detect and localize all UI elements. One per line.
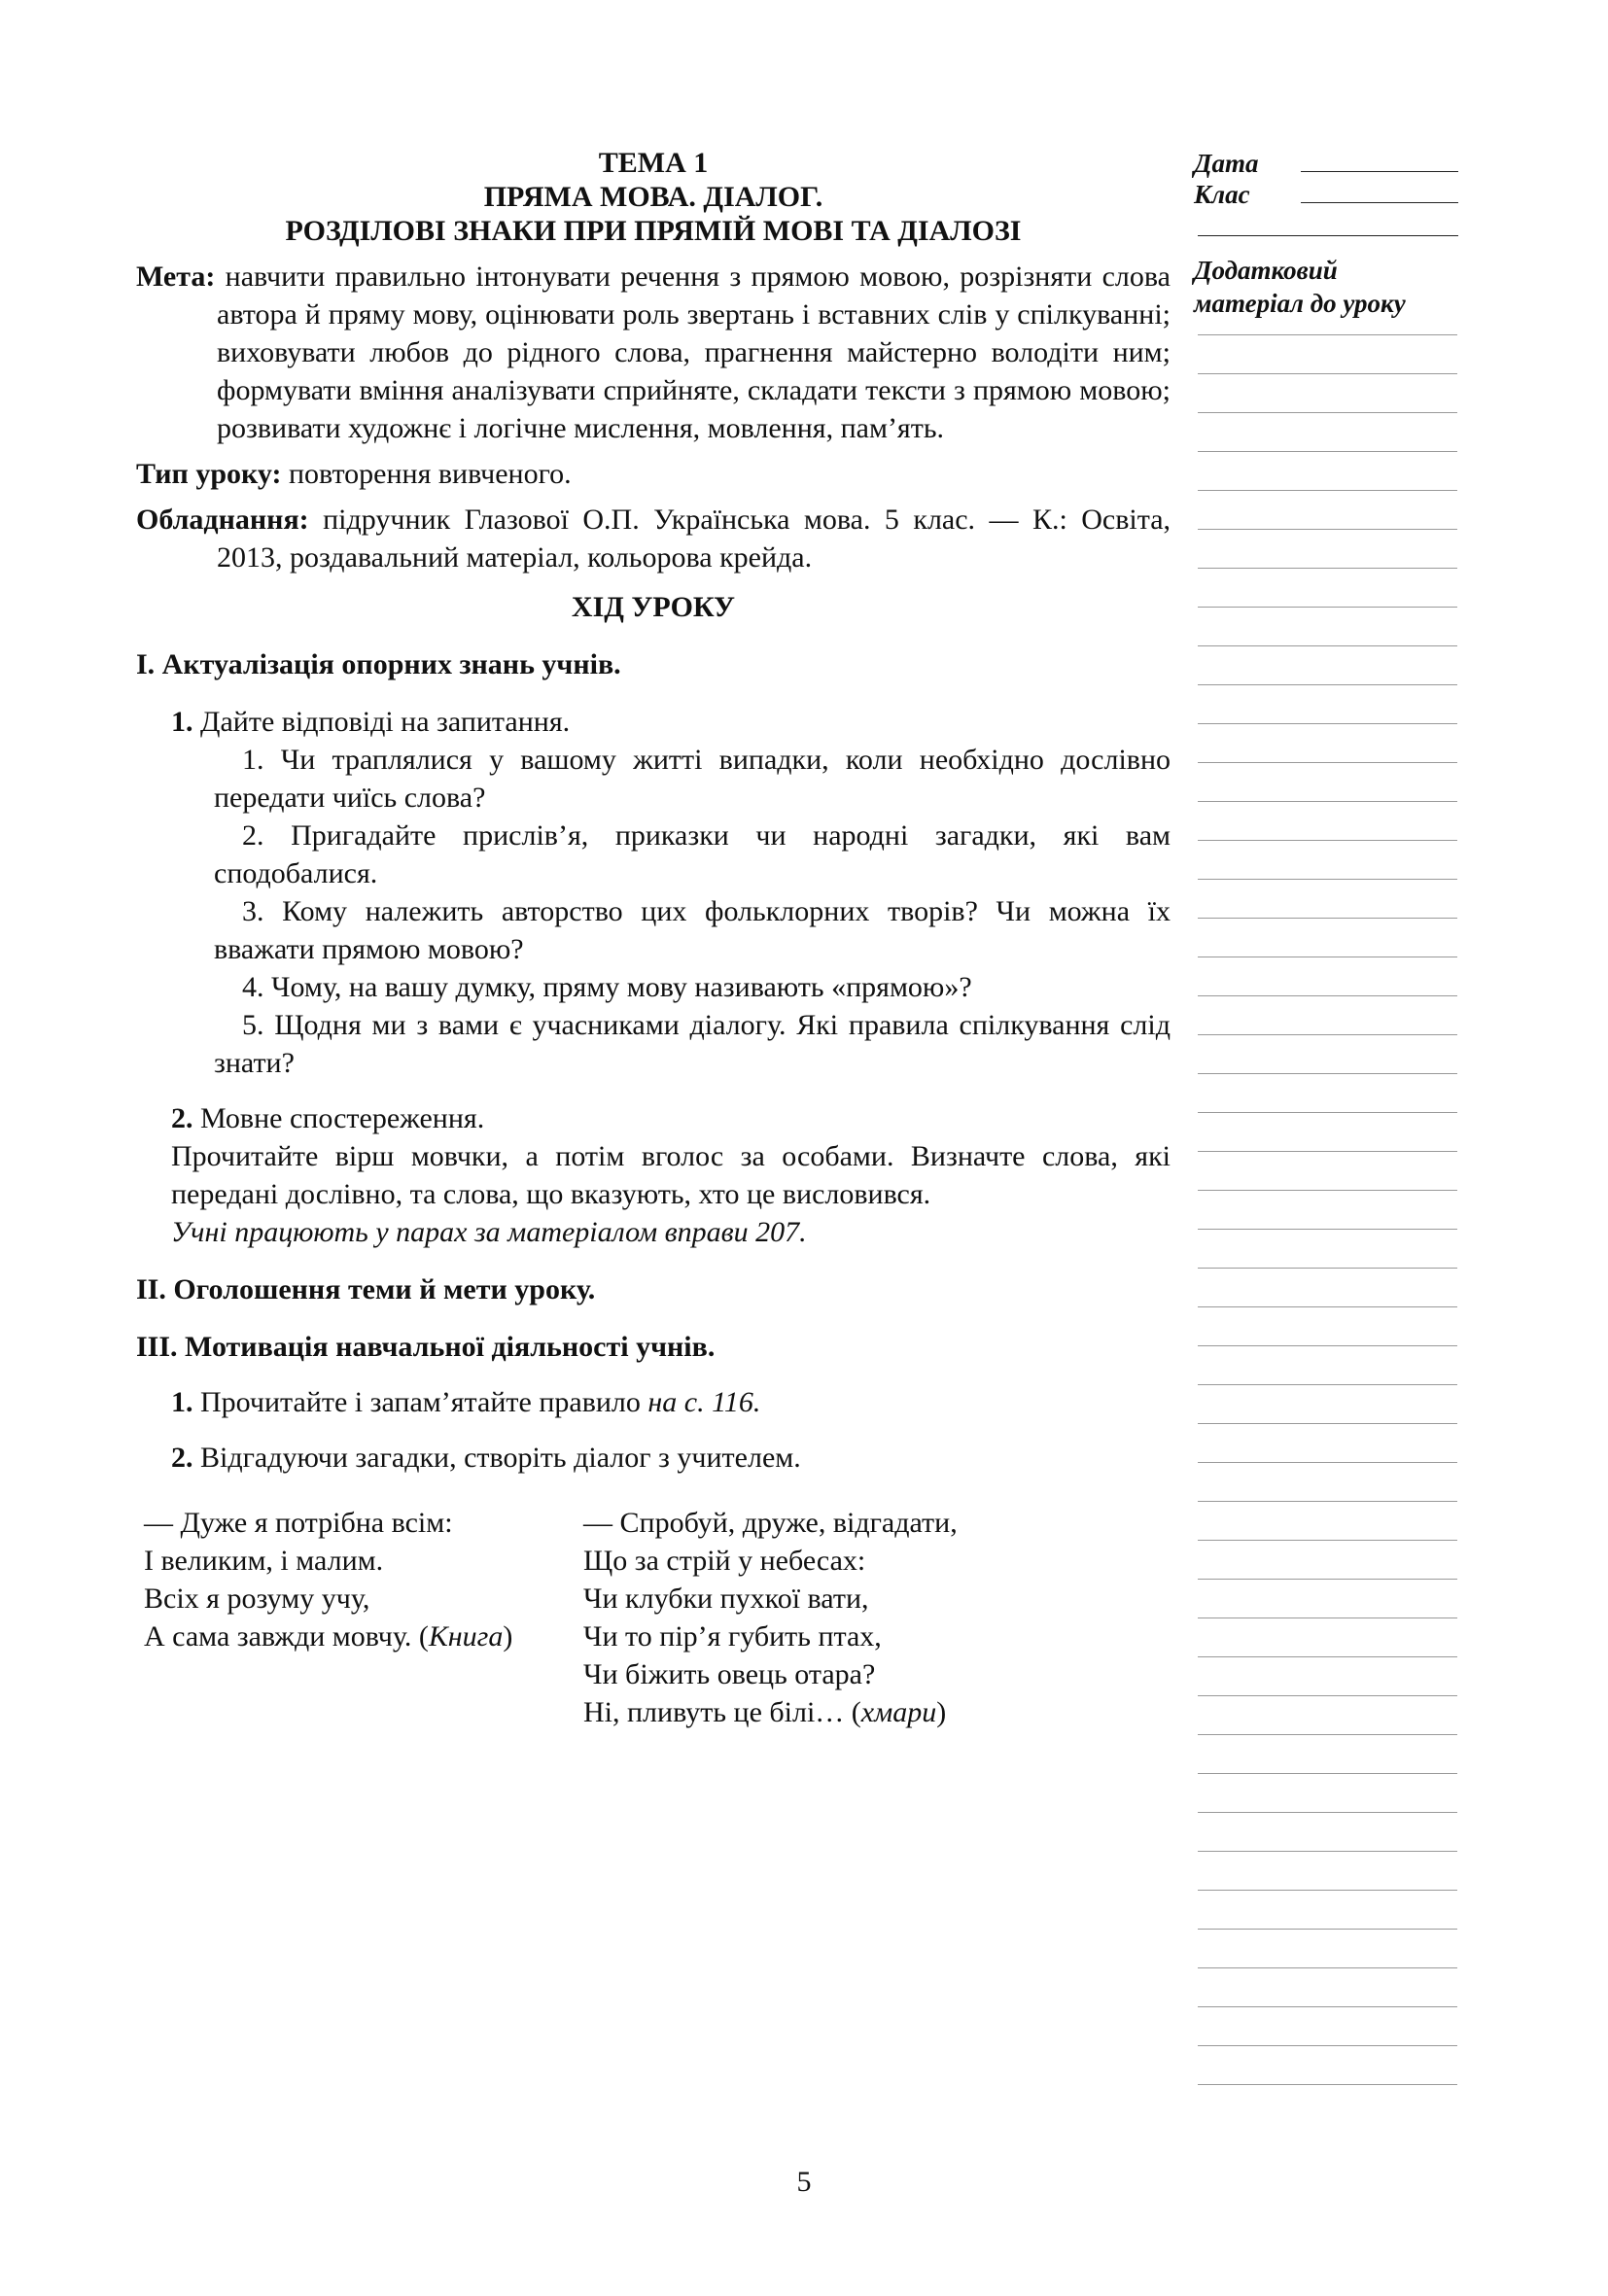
s3-task-2-text: Відгадуючи загадки, створіть діалог з учителем. [200,1442,801,1474]
note-line[interactable] [1198,801,1457,802]
riddle-right-close: ) [936,1696,947,1728]
riddle-right-last: Ні, пливуть це білі… ( [583,1696,861,1728]
note-line[interactable] [1198,1890,1457,1891]
riddle-right-answer: хмари [860,1696,937,1728]
riddle-right-line: Чи то пір’я губить птах, [583,1620,882,1652]
note-line[interactable] [1198,1851,1457,1852]
equipment-text: підручник Глазової О.П. Українська мова. 5 клас. — К.: Освіта, 2013, роздавальний матеріал, кольорова крейда. [217,504,1171,574]
topic-title-line-1: ПРЯМА МОВА. ДІАЛОГ. [483,181,823,213]
riddle-left-line: І великим, і малим. [144,1545,384,1577]
note-line[interactable] [1198,1501,1457,1502]
note-line[interactable] [1198,412,1457,413]
note-line[interactable] [1198,1540,1457,1541]
note-line[interactable] [1198,1967,1457,1968]
question-5: 5. Щодня ми з вами є учасниками діалогу. Які правила спілкування слід знати? [214,1009,1171,1079]
riddle-right-line: Чи клубки пухкої вати, [583,1583,869,1615]
section-3-task-1 [136,1383,1171,1421]
note-line[interactable] [1198,1812,1457,1813]
section-3-heading: III. Мотивація навчальної діяльності учнів. [136,1331,716,1363]
class-extra-line[interactable] [1198,235,1458,236]
riddle-left-line [144,1618,512,1655]
note-line[interactable] [1198,1462,1457,1463]
date-label: Дата [1194,149,1259,178]
note-line[interactable] [1198,1345,1457,1346]
riddle-right-line: Чи біжить овець отара? [583,1658,876,1690]
note-line[interactable] [1198,1384,1457,1385]
question-1: 1. Чи траплялися у вашому житті випадки, коли необхідно дослівно передати чиїсь слова? [214,744,1171,814]
riddle-right [583,1504,958,1731]
topic-number: ТЕМА 1 [598,147,709,179]
riddles [136,1504,1171,1737]
note-line[interactable] [1198,1112,1457,1113]
note-line[interactable] [1198,1073,1457,1074]
task-1 [136,703,1171,741]
note-line[interactable] [1198,1695,1457,1696]
note-line[interactable] [1198,2045,1457,2046]
note-line[interactable] [1198,1734,1457,1735]
lesson-type-text: повторення вивченого. [288,458,572,490]
note-line[interactable] [1198,490,1457,491]
note-line[interactable] [1198,334,1457,335]
note-line[interactable] [1198,1151,1457,1152]
task-2-text: Мовне спостереження. [200,1102,485,1134]
note-line[interactable] [1198,1773,1457,1774]
note-line[interactable] [1198,840,1457,841]
date-field-line[interactable] [1301,171,1458,172]
topic-title-line-2: РОЗДІЛОВІ ЗНАКИ ПРИ ПРЯМІЙ МОВІ ТА ДІАЛОЗІ [285,215,1022,247]
riddle-right-line: Що за стрій у небесах: [583,1545,866,1577]
note-line[interactable] [1198,373,1457,374]
s3-task-1-ref: на с. 116. [647,1386,761,1418]
riddle-left-answer: Книга [428,1620,504,1652]
section-3-task-2 [136,1439,1171,1477]
riddle-left [144,1504,512,1655]
note-line[interactable] [1198,1656,1457,1657]
task-2-note: Учні працюють у парах за матеріалом вправи 207. [171,1216,807,1248]
task-2-body: Прочитайте вірш мовчки, а потім вголос за особами. Визначте слова, які передані дослівно, та слова, що вказують, хто це висловився. [171,1140,1171,1210]
riddle-left-close: ) [503,1620,513,1652]
task-2-number: 2. [171,1102,193,1134]
riddle-left-line: Всіх я розуму учу, [144,1583,370,1615]
equipment-paragraph [136,501,1171,576]
note-line[interactable] [1198,918,1457,919]
question-2: 2. Пригадайте прислів’я, приказки чи народні загадки, які вам сподобалися. [214,819,1171,889]
lesson-type [136,455,1171,493]
page-number: 5 [796,2166,812,2198]
note-line[interactable] [1198,684,1457,685]
note-line[interactable] [1198,2006,1457,2007]
note-line[interactable] [1198,1929,1457,1930]
riddle-right-line [583,1693,958,1731]
section-2-heading: II. Оголошення теми й мети уроку. [136,1273,596,1305]
question-3: 3. Кому належить авторство цих фольклорних творів? Чи можна їх вважати прямою мовою? [214,895,1171,965]
note-line[interactable] [1198,1423,1457,1424]
goal-paragraph [136,258,1171,447]
note-line[interactable] [1198,607,1457,608]
extra-material-label-2: матеріал до уроку [1194,289,1406,318]
s3-task-1-number: 1. [171,1386,193,1418]
s3-task-1-text: Прочитайте і запам’ятайте правило [200,1386,641,1418]
lesson-heading: ХІД УРОКУ [571,591,736,623]
note-line[interactable] [1198,723,1457,724]
note-line[interactable] [1198,1579,1457,1580]
note-line[interactable] [1198,568,1457,569]
note-line[interactable] [1198,1306,1457,1307]
extra-material-label-1: Додатковий [1194,256,1338,285]
lesson-type-label: Тип уроку: [136,458,282,490]
task-1-text: Дайте відповіді на запитання. [200,706,571,738]
riddle-left-last: А сама завжди мовчу. ( [144,1620,429,1652]
note-line[interactable] [1198,645,1457,646]
goal-label: Мета: [136,261,216,293]
note-line[interactable] [1198,1190,1457,1191]
note-line[interactable] [1198,762,1457,763]
class-label: Клас [1194,180,1250,209]
class-field-line[interactable] [1301,202,1458,203]
note-line[interactable] [1198,1229,1457,1230]
task-2 [136,1099,1171,1137]
riddle-right-line: — Спробуй, друже, відгадати, [583,1507,958,1539]
note-line[interactable] [1198,2084,1457,2085]
note-line[interactable] [1198,995,1457,996]
note-line[interactable] [1198,879,1457,880]
main-content [136,146,1171,1737]
section-1-heading: I. Актуалізація опорних знань учнів. [136,648,621,680]
riddle-left-line: — Дуже я потрібна всім: [144,1507,453,1539]
question-4: 4. Чому, на вашу думку, пряму мову називають «прямою»? [242,971,972,1003]
task-1-number: 1. [171,706,193,738]
goal-text: навчити правильно інтонувати речення з прямою мовою, розрізняти слова автора й пряму мову, оцінювати роль звертань і вставних слів у спілкуванні; виховувати любов до рідного слова, прагнення майстерно володіти ним; формувати вміння аналізувати сприйняте, складати тексти з прямою мовою; розвивати художнє і логічне мислення, мовлення, пам’ять. [217,261,1171,444]
s3-task-2-number: 2. [171,1442,193,1474]
note-line[interactable] [1198,529,1457,530]
note-line[interactable] [1198,1268,1457,1269]
note-line[interactable] [1198,1034,1457,1035]
note-line[interactable] [1198,451,1457,452]
equipment-label: Обладнання: [136,504,309,536]
